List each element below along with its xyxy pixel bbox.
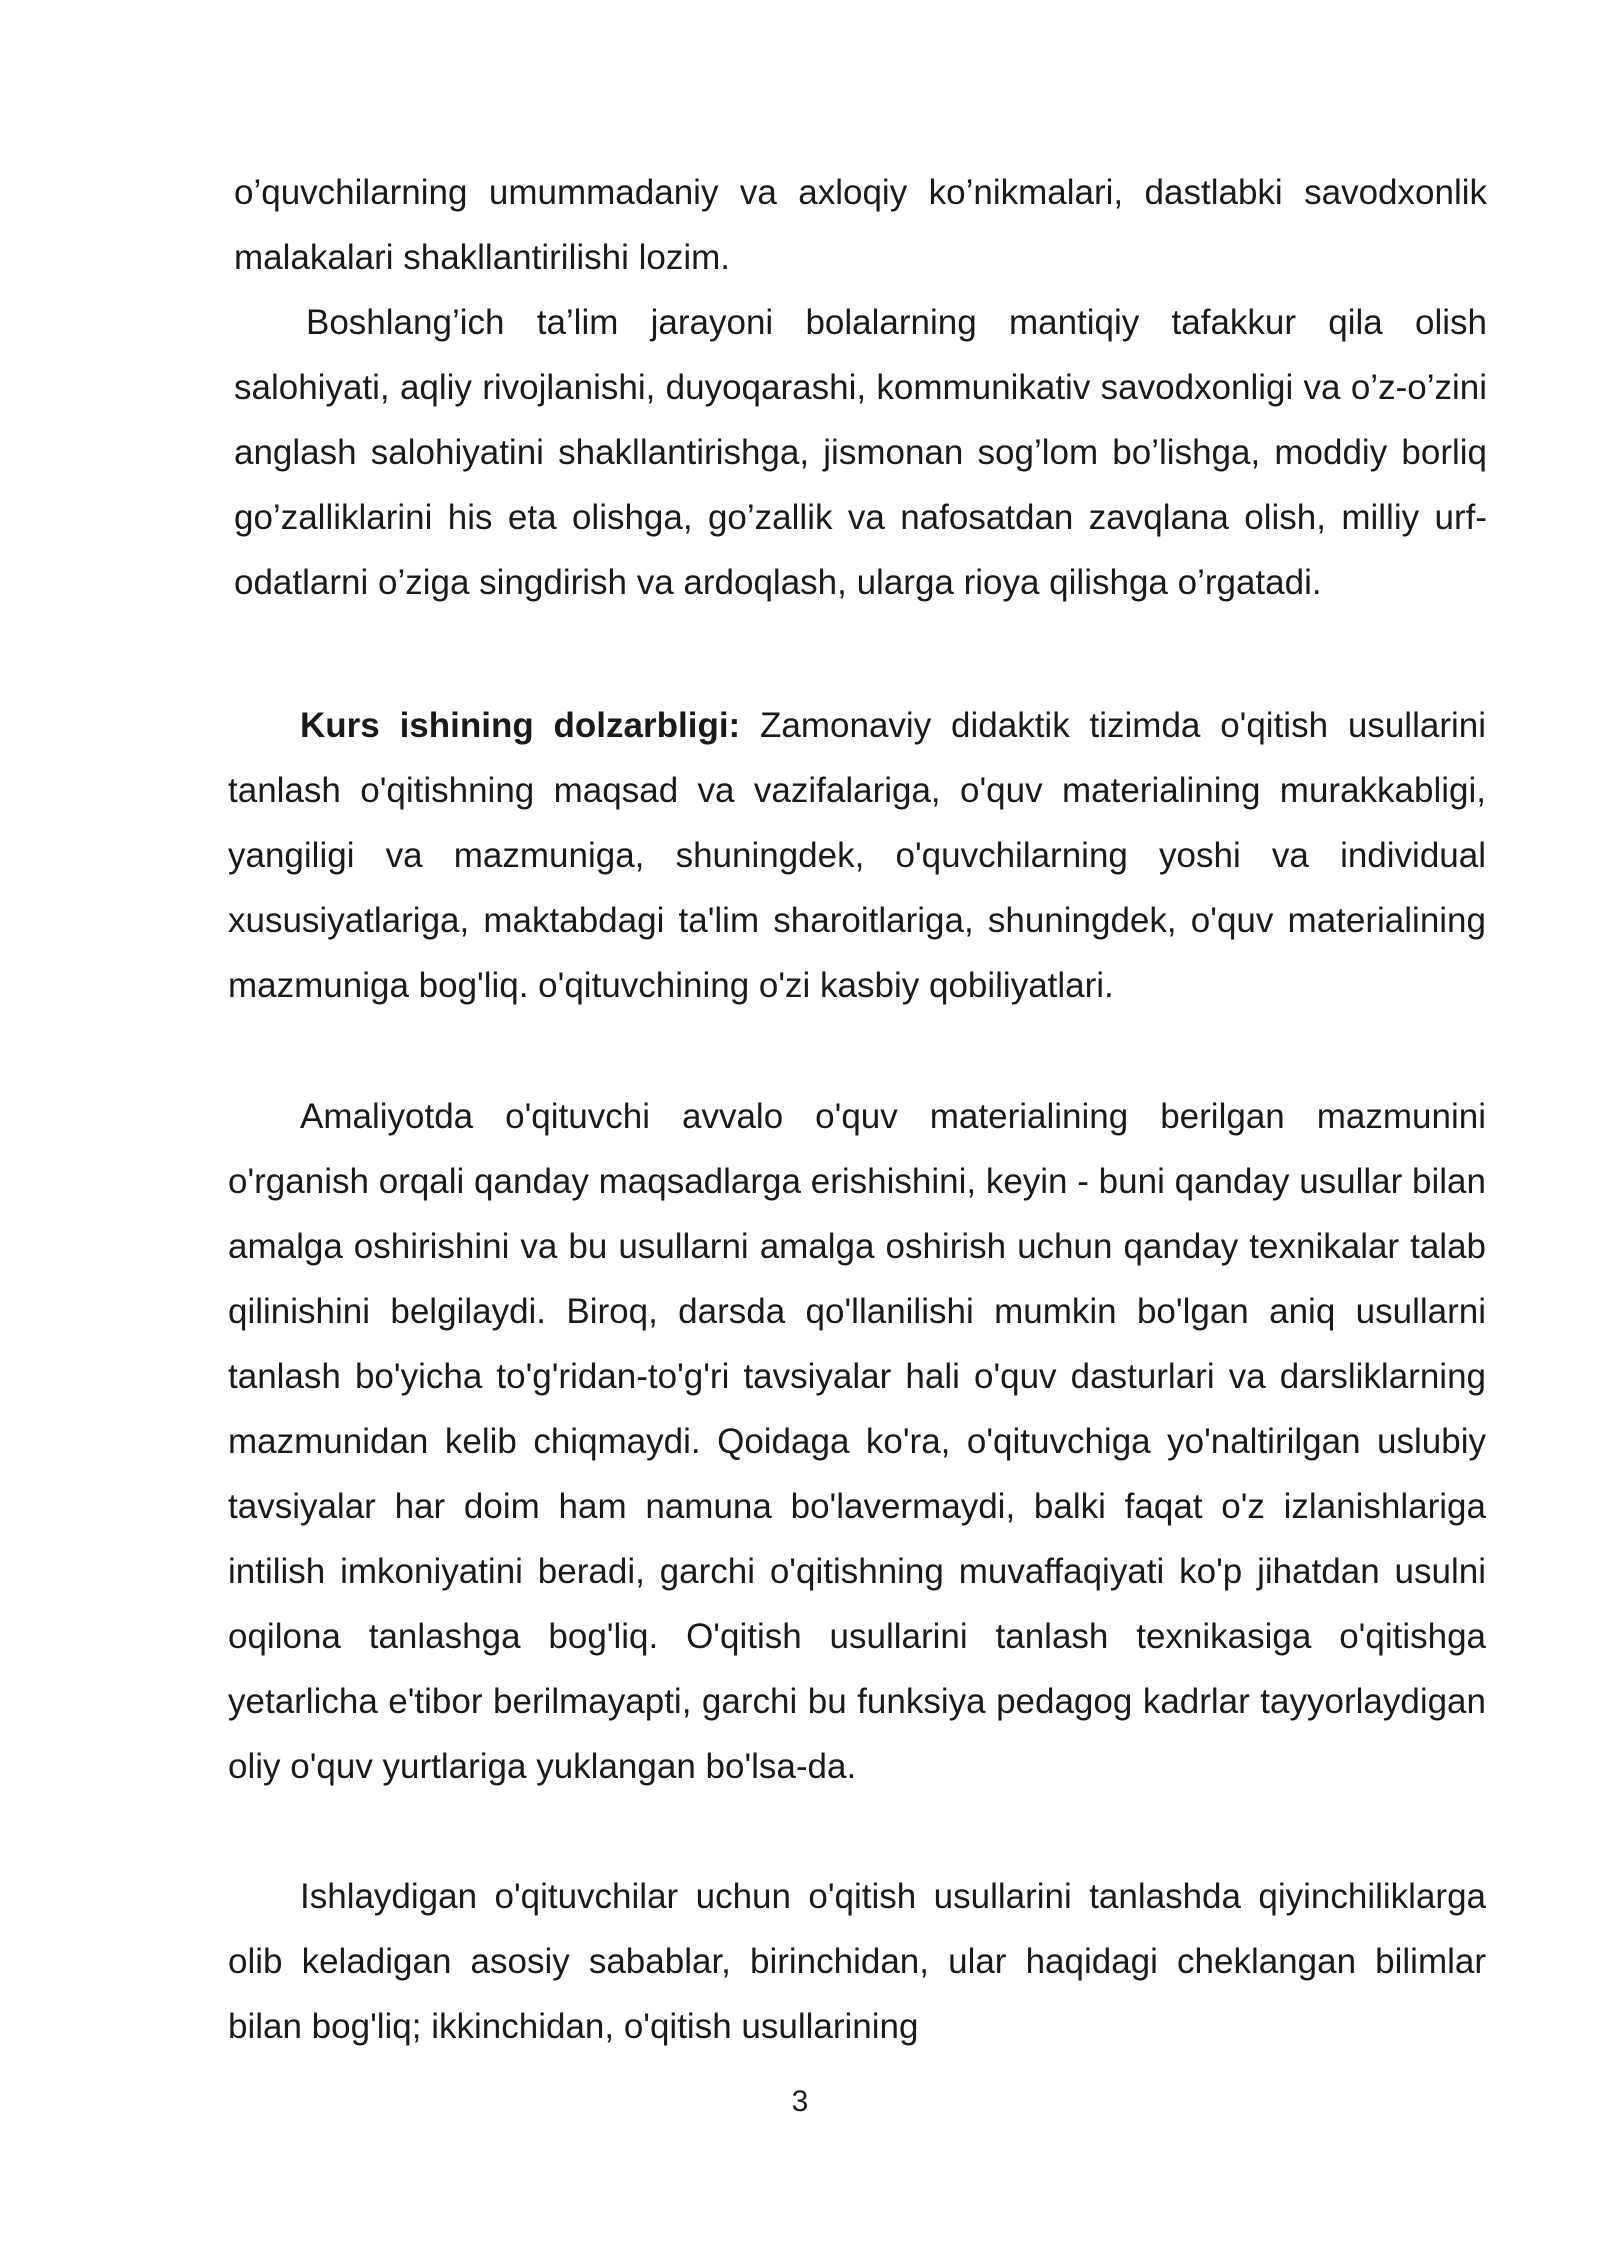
paragraph-difficulties (228, 1864, 1486, 2059)
paragraph-continuation (234, 160, 1487, 290)
inline-heading: Kurs ishining dolzarbligi: (300, 706, 741, 745)
paragraph-practice (228, 1084, 1486, 1799)
paragraph-relevance (228, 693, 1486, 1018)
paragraph-text: Ishlaydigan o'qituvchilar uchun o'qitish usullarini tanlashda qiyinchiliklarga olib keladigan asosiy sabablar, birinchidan, ular haqidagi cheklangan bilimlar bilan bog'liq; ikkinchidan, o'qitish usullarining (228, 1877, 1486, 2046)
paragraph-text: o’quvchilarning umummadaniy va axloqiy ko’nikmalari, dastlabki savodxonlik malakalari shakllantirilishi lozim. (234, 173, 1487, 277)
paragraph-primary-education (234, 290, 1487, 615)
paragraph-text: Boshlang’ich ta’lim jarayoni bolalarning mantiqiy tafakkur qila olish salohiyati, aqliy rivojlanishi, duyoqarashi, kommunikativ savodxonligi va o’z-o’zini anglash salohiyatini shakllantirishga, jismonan sog’lom bo’lishga, moddiy borliq go’zalliklarini his eta olishga, go’zallik va nafosatdan zavqlana olish, milliy urf-odatlarni o’ziga singdirish va ardoqlash, ularga rioya qilishga o’rgatadi. (234, 303, 1487, 602)
page-number: 3 (791, 2085, 809, 2118)
paragraph-text: Zamonaviy didaktik tizimda o'qitish usullarini tanlash o'qitishning maqsad va vazifalariga, o'quv materialining murakkabligi, yangiligi va mazmuniga, shuningdek, o'quvchilarning yoshi va individual xususiyatlariga, maktabdagi ta'lim sharoitlariga, shuningdek, o'quv materialining mazmuniga bog'liq. o'qituvchining o'zi kasbiy qobiliyatlari. (228, 706, 1486, 1005)
paragraph-text: Amaliyotda o'qituvchi avvalo o'quv materialining berilgan mazmunini o'rganish orqali qanday maqsadlarga erishishini, keyin - buni qanday usullar bilan amalga oshirishini va bu usullarni amalga oshirish uchun qanday texnikalar talab qilinishini belgilaydi. Biroq, darsda qo'llanilishi mumkin bo'lgan aniq usullarni tanlash bo'yicha to'g'ridan-to'g'ri tavsiyalar hali o'quv dasturlari va darsliklarning mazmunidan kelib chiqmaydi. Qoidaga ko'ra, o'qituvchiga yo'naltirilgan uslubiy tavsiyalar har doim ham namuna bo'lavermaydi, balki faqat o'z izlanishlariga intilish imkoniyatini beradi, garchi o'qitishning muvaffaqiyati ko'p jihatdan usulni oqilona tanlashga bog'liq. O'qitish usullarini tanlash texnikasiga o'qitishga yetarlicha e'tibor berilmayapti, garchi bu funksiya pedagog kadrlar tayyorlaydigan oliy o'quv yurtlariga yuklangan bo'lsa-da. (228, 1097, 1486, 1786)
